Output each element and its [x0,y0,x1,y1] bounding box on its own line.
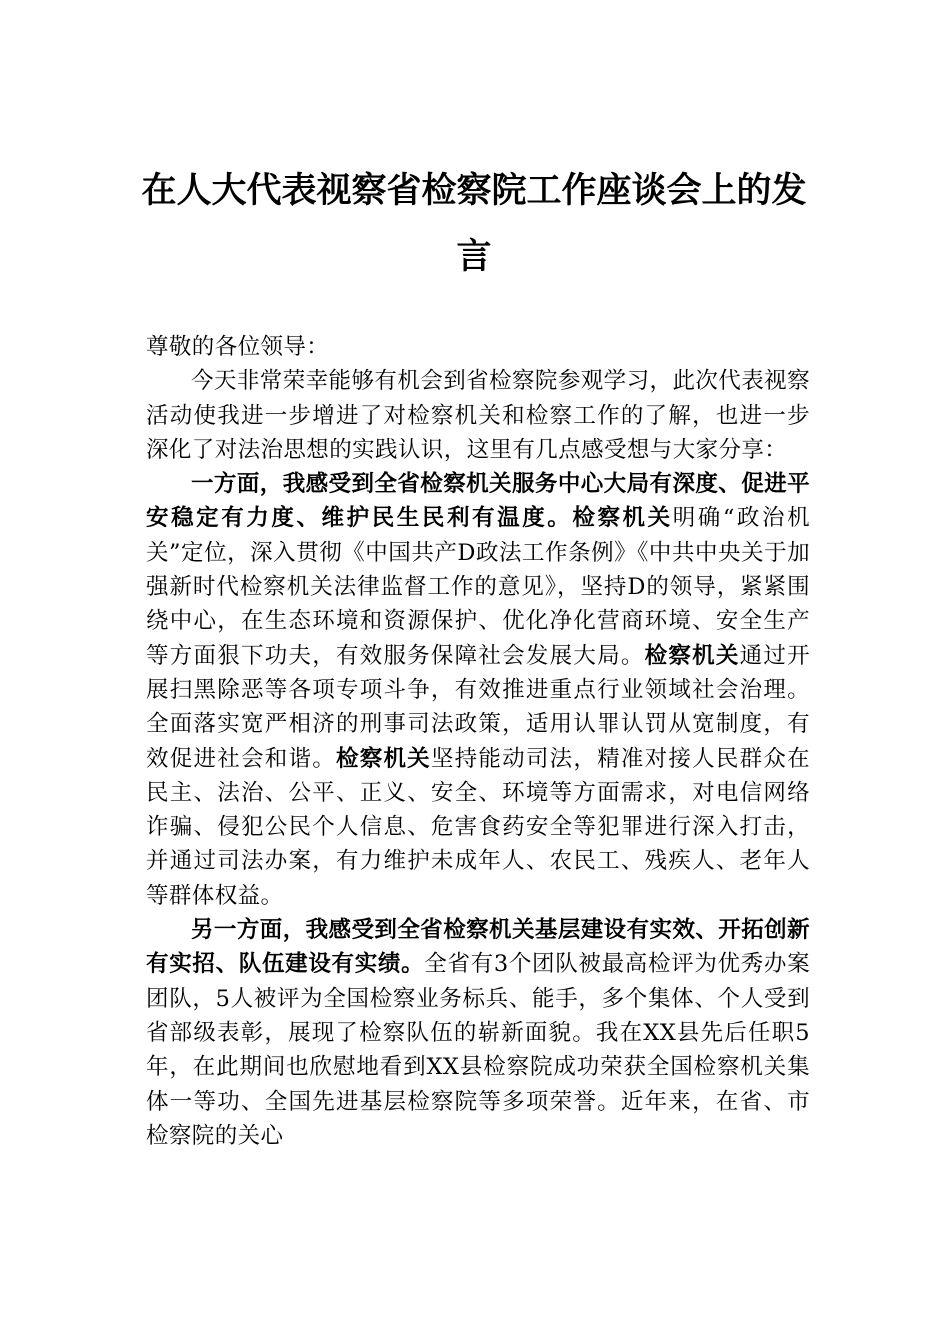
paragraph-one-lead: 一方面，我感受到全省检察机关服务中心大局有深度、促进平安稳定有力度、维护民生民利有温度。 [146,471,810,532]
document-body [146,330,810,1153]
document-title: 在人大代表视察省检察院工作座谈会上的发言 [141,170,807,277]
paragraph-two [146,913,810,1153]
intro-paragraph: 今天非常荣幸能够有机会到省检察院参观学习，此次代表视察活动使我进一步增进了对检察机关和检察工作的了解，也进一步深化了对法治思想的实践认识，这里有几点感受想与大家分享： [146,368,810,463]
paragraph-one [146,467,810,913]
paragraph-one-sentence-2: 通过开展扫黑除恶等各项专项斗争，有效推进重点行业领域社会治理。全面落实宽严相济的刑事司法政策，适用认罪认罚从宽制度，有效促进社会和谐。 [146,642,810,772]
paragraph-one-subject-1: 检察机关 [572,505,673,532]
paragraph-two-lead: 另一方面，我感受到全省检察机关基层建设有实效、开拓创新有实招、队伍建设有实绩。 [146,917,810,978]
paragraph-two-text: 全省有3个团队被最高检评为优秀办案团队，5人被评为全国检察业务标兵、能手，多个集体、个人受到省部级表彰，展现了检察队伍的崭新面貌。我在XX县先后任职5年，在此期间也欣慰地看到XX县检察院成功荣获全国检察机关集体一等功、全国先进基层检察院等多项荣誉。近年来，在省、市检察院的关心 [146,951,810,1149]
paragraph-one-subject-3: 检察机关 [335,745,431,772]
paragraph-one-subject-2: 检察机关 [644,642,740,669]
paragraph-one-sentence-3: 坚持能动司法，精准对接人民群众在民主、法治、公平、正义、安全、环境等方面需求，对电信网络诈骗、侵犯公民个人信息、危害食药安全等犯罪进行深入打击，并通过司法办案，有力维护未成年人、农民工、残疾人、老年人等群体权益。 [146,745,810,909]
salutation: 尊敬的各位领导： [146,334,330,360]
paragraph-one-sentence-1: 明确“政治机关”定位，深入贯彻《中国共产D政法工作条例》《中共中央关于加强新时代检察机关法律监督工作的意见》，坚持D的领导，紧紧围绕中心，在生态环境和资源保护、优化净化营商环境、安全生产等方面狠下功夫，有效服务保障社会发展大局。 [146,505,811,669]
